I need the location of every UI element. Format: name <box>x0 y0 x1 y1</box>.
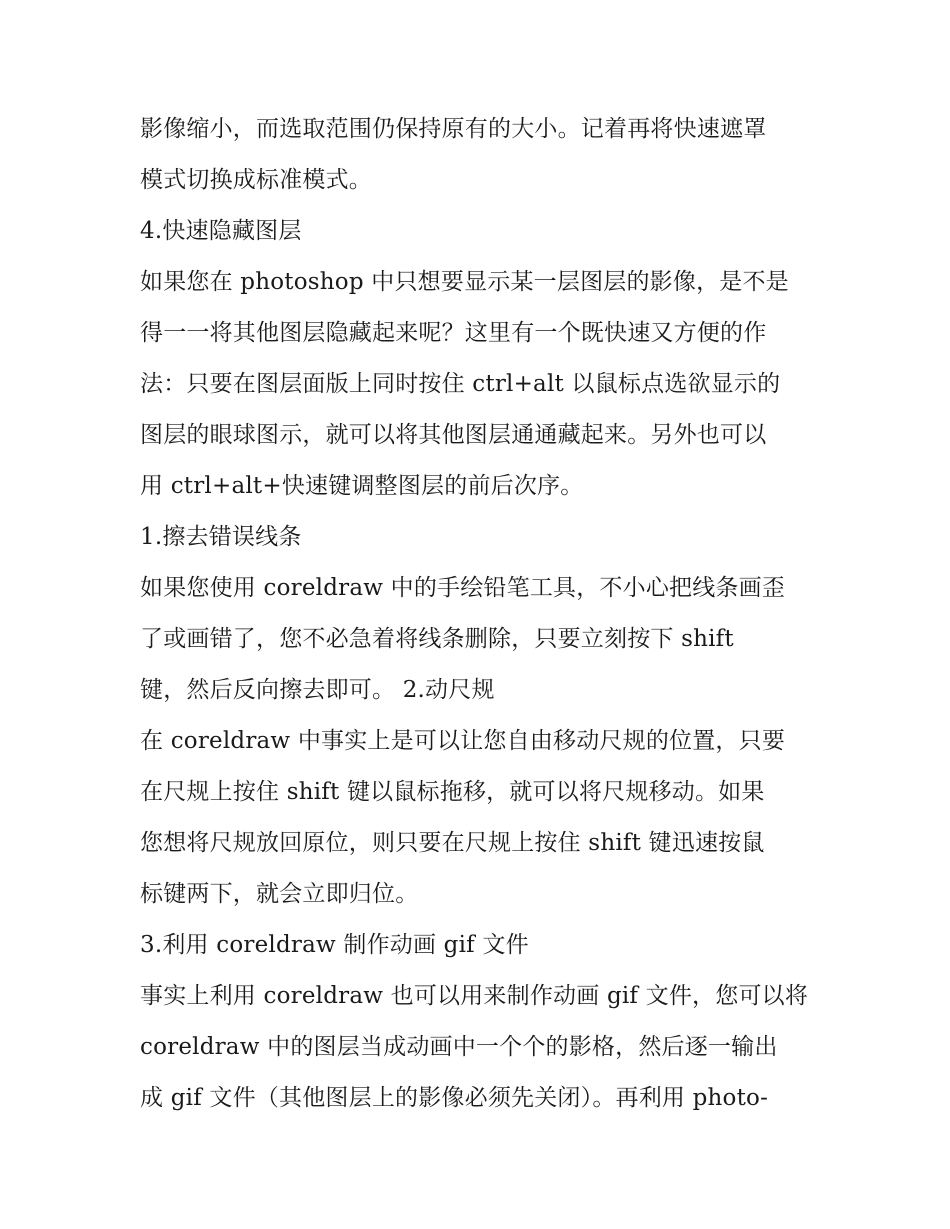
text-line: 成 gif 文件（其他图层上的影像必须先关闭）。再利用 photo- <box>140 1085 769 1111</box>
text-line: coreldraw 中的图层当成动画中一个个的影格，然后逐一输出 <box>140 1034 778 1060</box>
text-line: 您想将尺规放回原位，则只要在尺规上按住 shift 键迅速按鼠 <box>140 830 765 856</box>
text-line: 模式切换成标准模式。 <box>140 167 372 193</box>
section-heading: 3.利用 coreldraw 制作动画 gif 文件 <box>140 932 529 958</box>
text-line: 事实上利用 coreldraw 也可以用来制作动画 gif 文件，您可以将 <box>140 983 809 1009</box>
text-line: 用 ctrl+alt+快速键调整图层的前后次序。 <box>140 473 584 499</box>
section-heading: 1.擦去错误线条 <box>140 524 302 550</box>
text-line: 图层的眼球图示，就可以将其他图层通通藏起来。另外也可以 <box>140 422 767 448</box>
text-line: 影像缩小，而选取范围仍保持原有的大小。记着再将快速遮罩 <box>140 116 767 142</box>
text-line: 标键两下，就会立即归位。 <box>140 881 419 907</box>
text-line: 在尺规上按住 shift 键以鼠标拖移，就可以将尺规移动。如果 <box>140 779 765 805</box>
text-line: 了或画错了，您不必急着将线条删除，只要立刻按下 shift <box>140 626 734 652</box>
text-line: 如果您使用 coreldraw 中的手绘铅笔工具，不小心把线条画歪 <box>140 575 786 601</box>
text-line: 法：只要在图层面版上同时按住 ctrl+alt 以鼠标点选欲显示的 <box>140 371 781 397</box>
text-line: 键，然后反向擦去即可。 2.动尺规 <box>140 677 495 703</box>
section-heading: 4.快速隐藏图层 <box>140 218 302 244</box>
text-line: 在 coreldraw 中事实上是可以让您自由移动尺规的位置，只要 <box>140 728 786 754</box>
text-line: 如果您在 photoshop 中只想要显示某一层图层的影像，是不是 <box>140 269 789 295</box>
text-line: 得一一将其他图层隐藏起来呢？这里有一个既快速又方便的作 <box>140 320 767 346</box>
